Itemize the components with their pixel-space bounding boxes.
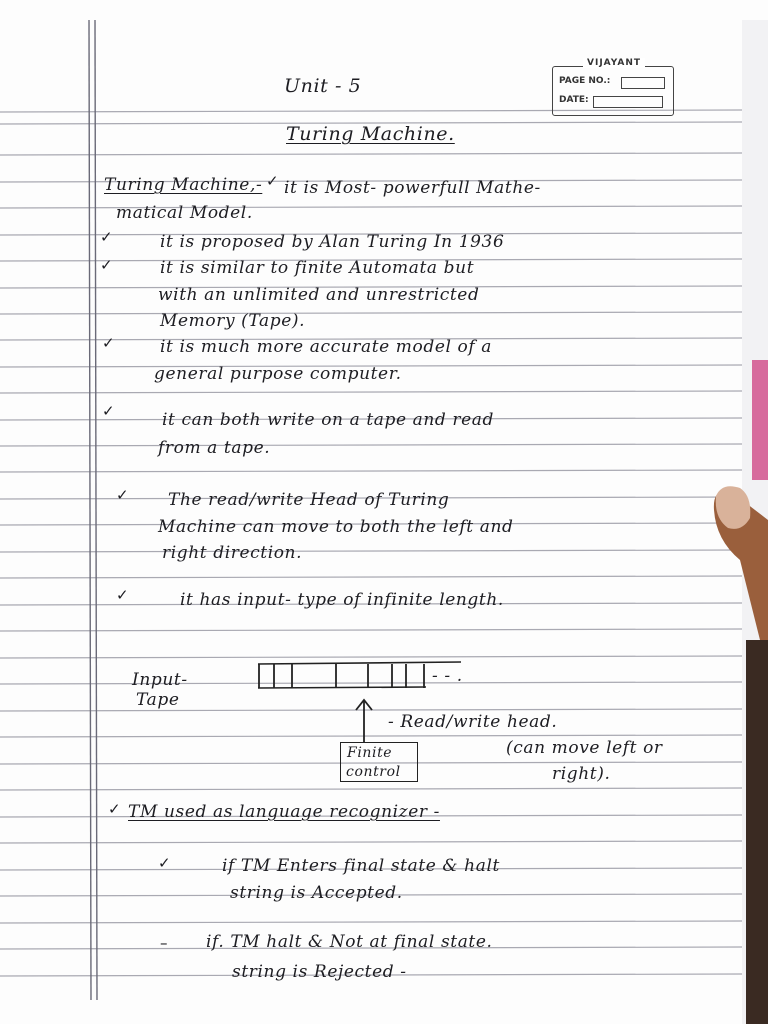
point-2-line-3: Memory (Tape).: [160, 311, 306, 331]
point-5-line-3: right direction.: [162, 543, 303, 563]
recognizer-rule-2-line-2: string is Rejected -: [232, 962, 407, 982]
stamp-brand: VIJAYANT: [583, 58, 645, 68]
recognizer-heading: TM used as language recognizer -: [128, 802, 440, 822]
head-label-line-3: right).: [552, 764, 611, 784]
dark-background-edge: [746, 640, 768, 1024]
point-2-line-1: it is similar to finite Automata but: [160, 258, 475, 278]
point-5-line-1: The read/write Head of Turing: [168, 490, 450, 510]
pink-tab: [752, 360, 768, 480]
check-mark-icon: ✓: [116, 486, 129, 504]
point-5-line-2: Machine can move to both the left and: [158, 517, 514, 537]
point-2-line-2: with an unlimited and unrestricted: [158, 285, 480, 305]
check-mark-icon: ✓: [266, 172, 279, 190]
check-mark-icon: ✓: [116, 586, 129, 604]
check-mark-icon: ✓: [102, 402, 115, 420]
definition-line-2: matical Model.: [116, 203, 253, 223]
head-label-line-2: (can move left or: [506, 738, 663, 758]
definition-line-1: it is Most- powerfull Mathe-: [284, 178, 541, 198]
point-6: it has input- type of infinite length.: [180, 590, 504, 610]
stamp-date-box: [593, 96, 663, 108]
head-label-line-1: - Read/write head.: [388, 712, 558, 732]
dash-mark-icon: –: [160, 934, 168, 952]
point-4-line-2: from a tape.: [158, 438, 271, 458]
tape-ellipsis: - - .: [432, 666, 463, 686]
page-stamp: [552, 58, 674, 116]
stamp-date-label: DATE:: [559, 95, 589, 105]
point-3-line-2: general purpose computer.: [154, 364, 402, 384]
point-1: it is proposed by Alan Turing In 1936: [160, 232, 505, 252]
definition-term: Turing Machine,-: [104, 175, 263, 195]
check-mark-icon: ✓: [100, 228, 113, 246]
recognizer-rule-2-line-1: if. TM halt & Not at final state.: [206, 932, 493, 952]
recognizer-rule-1-line-2: string is Accepted.: [230, 883, 403, 903]
check-mark-icon: ✓: [100, 256, 113, 274]
finite-control-line-1: Finite: [347, 745, 393, 761]
page-title: Turing Machine.: [286, 123, 455, 145]
input-tape-label-line-2: Tape: [136, 690, 180, 710]
stamp-page-box: [621, 77, 665, 89]
finite-control-line-2: control: [346, 764, 401, 780]
recognizer-rule-1-line-1: if TM Enters final state & halt: [222, 856, 500, 876]
point-4-line-1: it can both write on a tape and read: [162, 410, 495, 430]
input-tape-label-line-1: Input-: [132, 670, 188, 690]
unit-header: Unit - 5: [284, 75, 362, 97]
point-3-line-1: it is much more accurate model of a: [160, 337, 493, 357]
check-mark-icon: ✓: [158, 854, 171, 872]
check-mark-icon: ✓: [102, 334, 115, 352]
stamp-page-label: PAGE NO.:: [559, 76, 611, 86]
head-arrow-icon: [350, 696, 380, 744]
check-mark-icon: ✓: [108, 800, 121, 818]
